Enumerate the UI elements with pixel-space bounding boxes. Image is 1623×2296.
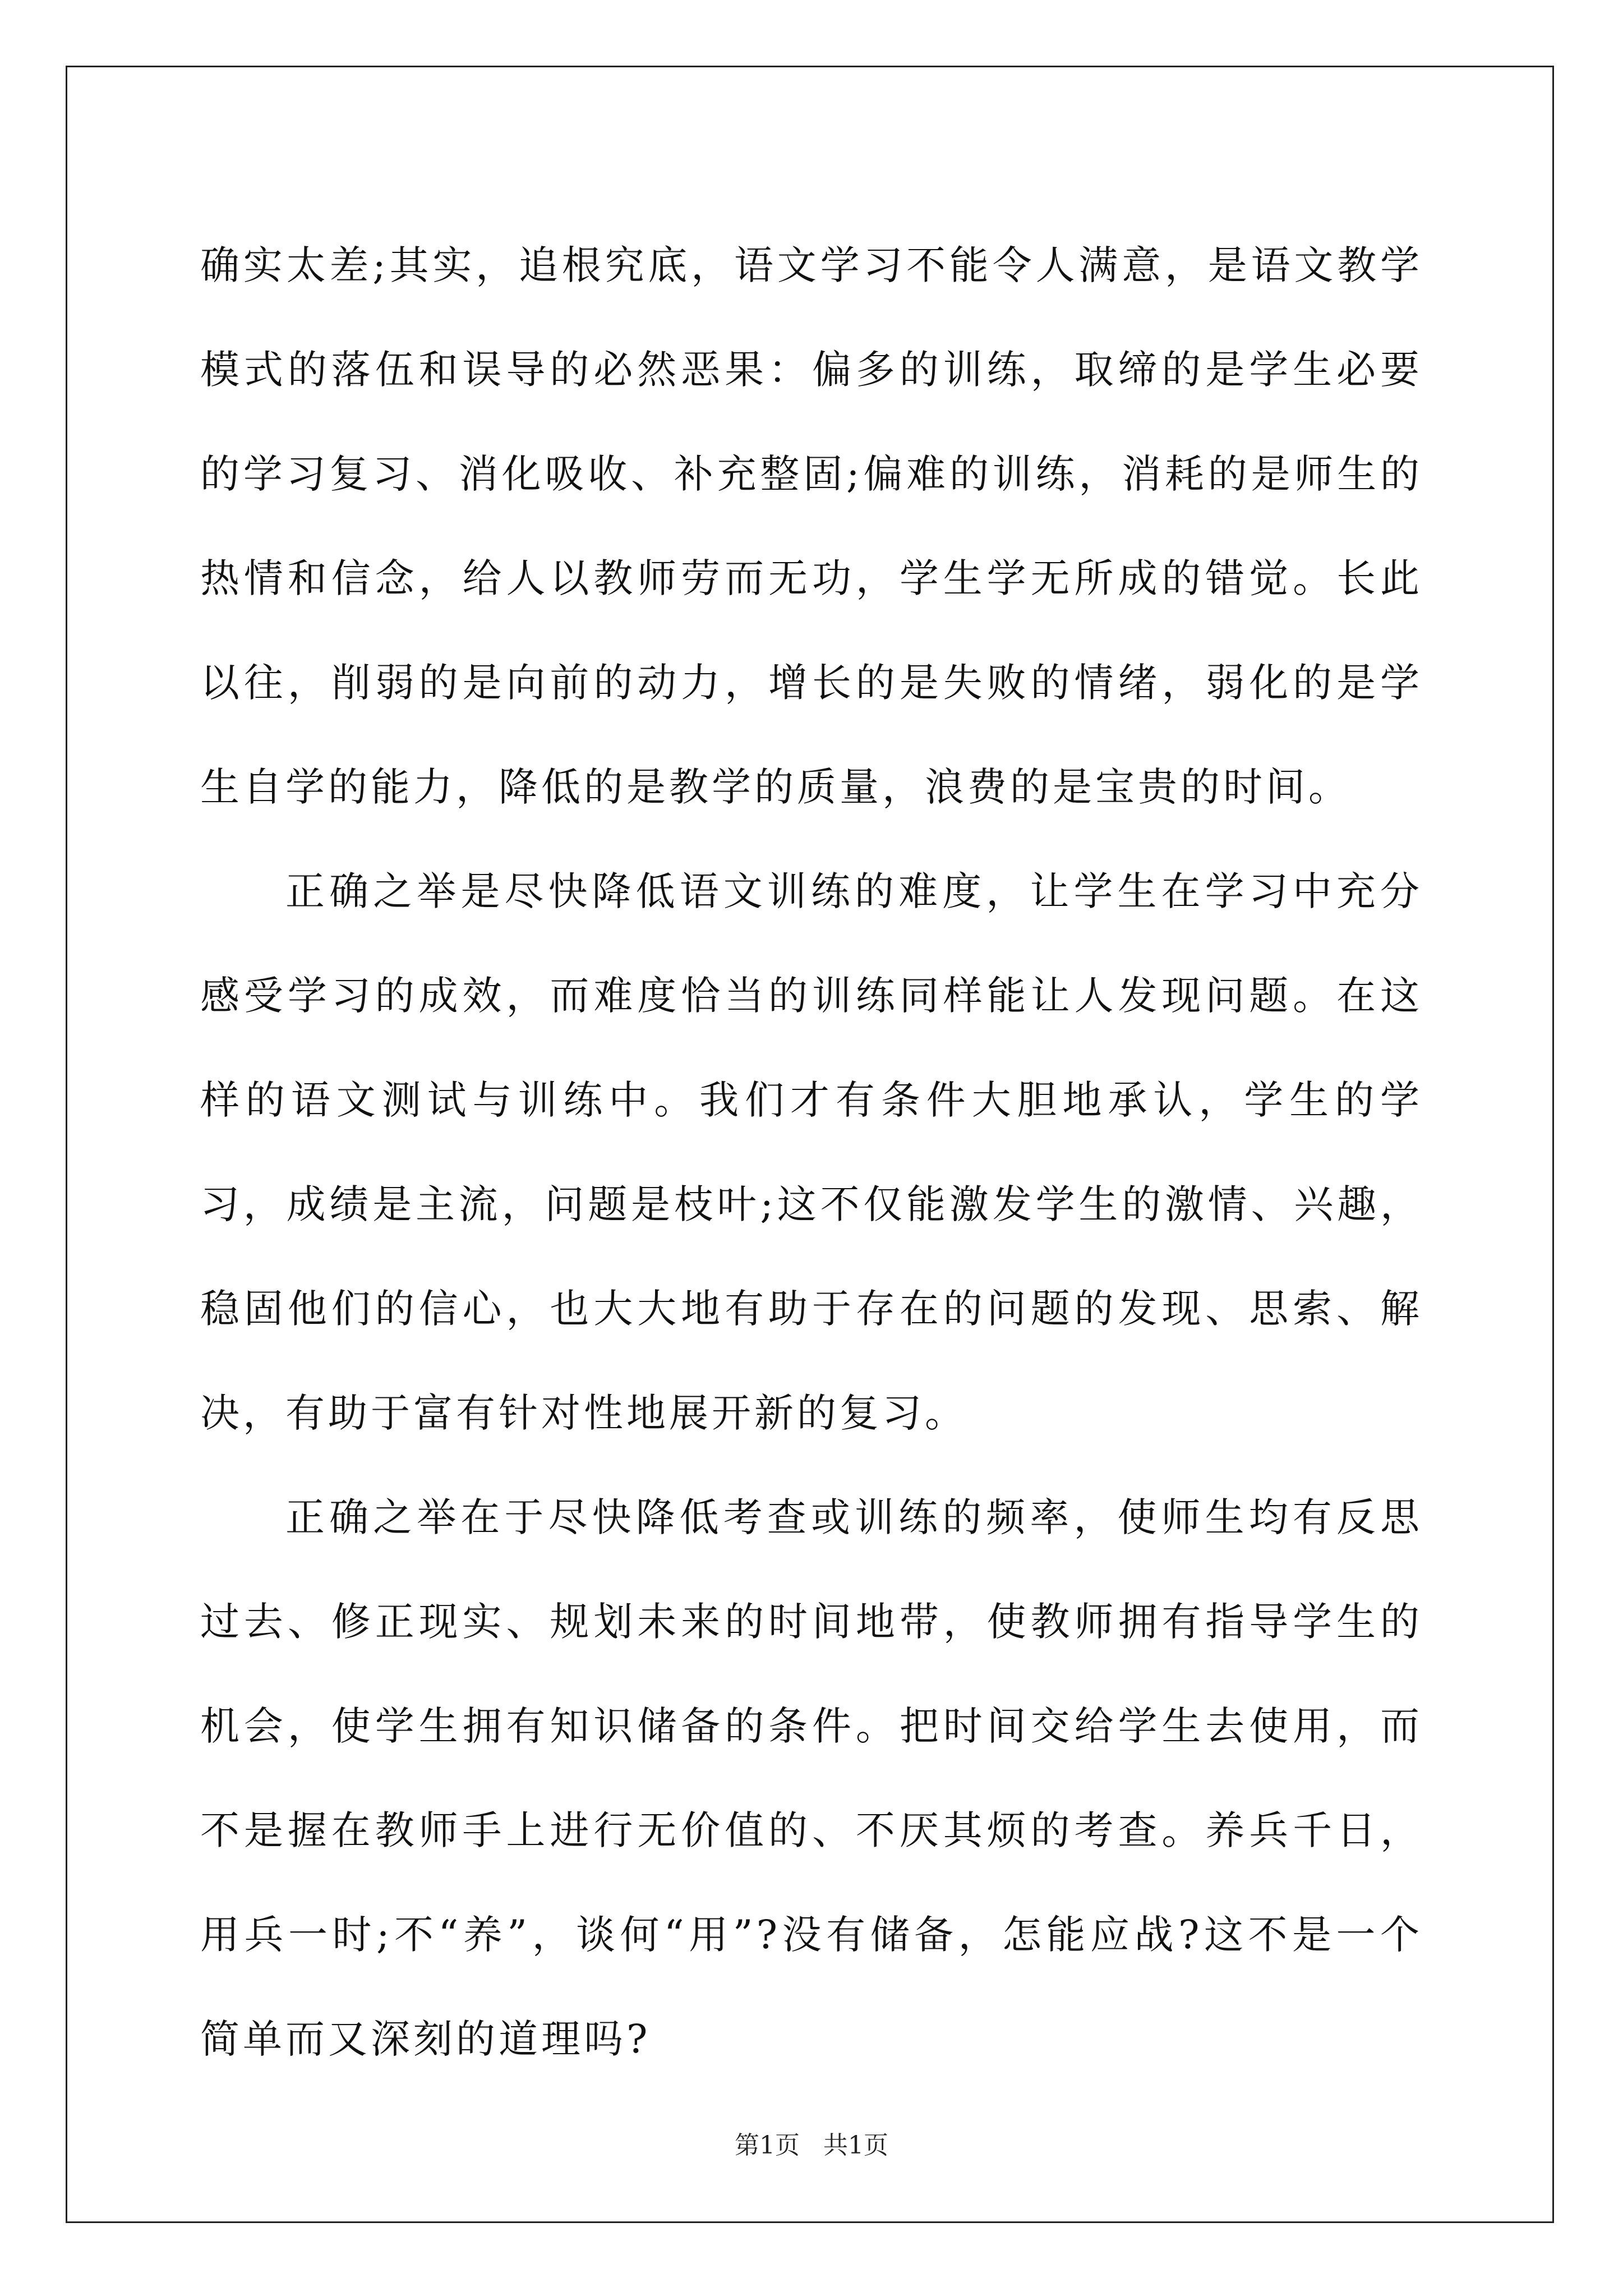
document-body (200, 213, 1423, 2091)
paragraph-1: 确实太差;其实，追根究底，语文学习不能令人满意，是语文教学模式的落伍和误导的必然恶果：偏多的训练，取缔的是学生必要的学习复习、消化吸收、补充整固;偏难的训练，消耗的是师生的热情和信念，给人以教师劳而无功，学生学无所成的错觉。长此以往，削弱的是向前的动力，增长的是失败的情绪，弱化的是学生自学的能力，降低的是教学的质量，浪费的是宝贵的时间。 (200, 242, 1423, 810)
page-footer: 第1页 共1页 (735, 2131, 888, 2160)
paragraph-3: 正确之举在于尽快降低考查或训练的频率，使师生均有反思过去、修正现实、规划未来的时间地带，使教师拥有指导学生的机会，使学生拥有知识储备的条件。把时间交给学生去使用，而不是握在教师手上进行无价值的、不厌其烦的考查。养兵千日，用兵一时;不“养”，谈何“用”?没有储备，怎能应战?这不是一个简单而又深刻的道理吗? (200, 1494, 1423, 2062)
paragraph-2: 正确之举是尽快降低语文训练的难度，让学生在学习中充分感受学习的成效，而难度恰当的训练同样能让人发现问题。在这样的语文测试与训练中。我们才有条件大胆地承认，学生的学习，成绩是主流，问题是枝叶;这不仅能激发学生的激情、兴趣，稳固他们的信心，也大大地有助于存在的问题的发现、思索、解决，有助于富有针对性地展开新的复习。 (200, 868, 1423, 1436)
